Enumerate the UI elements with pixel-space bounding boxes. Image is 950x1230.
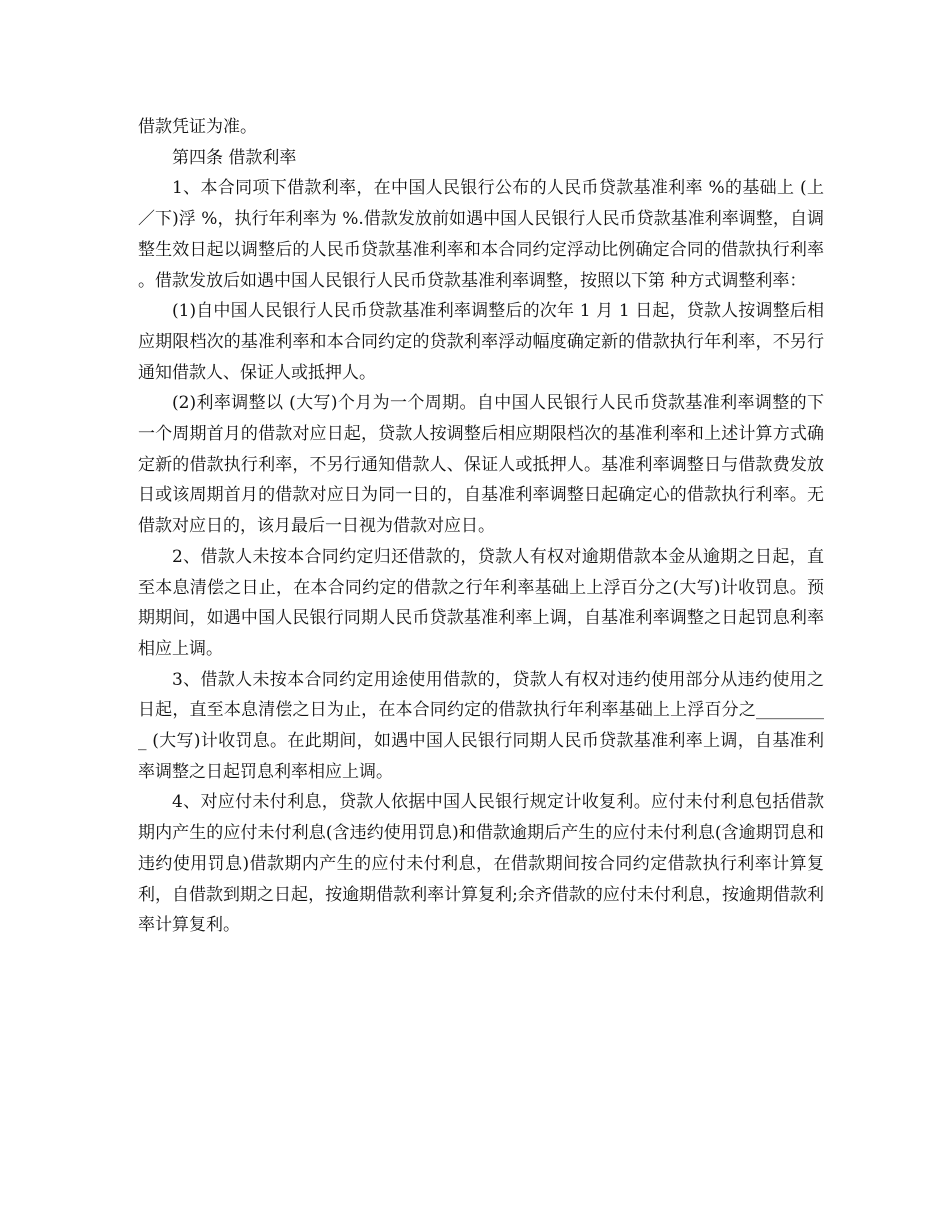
section-heading: 第四条 借款利率 bbox=[172, 147, 297, 168]
document-page bbox=[138, 112, 824, 941]
paragraph-interest-rate: 1、本合同项下借款利率，在中国人民银行公布的人民币贷款基准利率 %的基础上 (上／下)浮 %，执行年利率为 %.借款发放前如遇中国人民银行人民币贷款基准利率调整，自调整生效日起以调整后的人民币贷款基准利率和本合同约定浮动比例确定合同的借款执行利率。借款发放后如遇中国人民银行人民币贷款基准利率调整，按照以下第 种方式调整利率： bbox=[138, 178, 824, 291]
paragraph-adjust-method-2: (2)利率调整以 (大写)个月为一个周期。自中国人民银行人民币贷款基准利率调整的下一个周期首月的借款对应日起，贷款人按调整后相应期限档次的基准利率和上述计算方式确定新的借款执行利率，不另行通知借款人、保证人或抵押人。基准利率调整日与借款费发放日或该周期首月的借款对应日为同一日的，自基准利率调整日起确定心的借款执行利率。无借款对应日的，该月最后一日视为借款对应日。 bbox=[138, 393, 824, 537]
paragraph-overdue-penalty: 2、借款人未按本合同约定归还借款的，贷款人有权对逾期借款本金从逾期之日起，直至本息清偿之日止，在本合同约定的借款之行年利率基础上上浮百分之(大写)计收罚息。预期期间，如遇中国人民银行同期人民币贷款基准利率上调，自基准利率调整之日起罚息利率相应上调。 bbox=[138, 546, 824, 659]
paragraph-misuse-penalty: 3、借款人未按本合同约定用途使用借款的，贷款人有权对违约使用部分从违约使用之日起，直至本息清偿之日为止，在本合同约定的借款执行年利率基础上上浮百分之_________ (大写)计收罚息。在此期间，如遇中国人民银行同期人民币贷款基准利率上调，自基准利率调整之日起罚息利率相应上调。 bbox=[138, 669, 824, 782]
paragraph-compound-interest: 4、对应付未付利息，贷款人依据中国人民银行规定计收复利。应付未付利息包括借款期内产生的应付未付利息(含违约使用罚息)和借款逾期后产生的应付未付利息(含逾期罚息和违约使用罚息)借款期内产生的应付未付利息，在借款期间按合同约定借款执行利率计算复利，自借款到期之日起，按逾期借款利率计算复利;余齐借款的应付未付利息，按逾期借款利率计算复利。 bbox=[138, 792, 824, 936]
paragraph-adjust-method-1: (1)自中国人民银行人民币贷款基准利率调整后的次年 1 月 1 日起，贷款人按调整后相应期限档次的基准利率和本合同约定的贷款利率浮动幅度确定新的借款执行年利率，不另行通知借款人、保证人或抵押人。 bbox=[138, 301, 824, 383]
continuation-text: 借款凭证为准。 bbox=[138, 117, 257, 137]
